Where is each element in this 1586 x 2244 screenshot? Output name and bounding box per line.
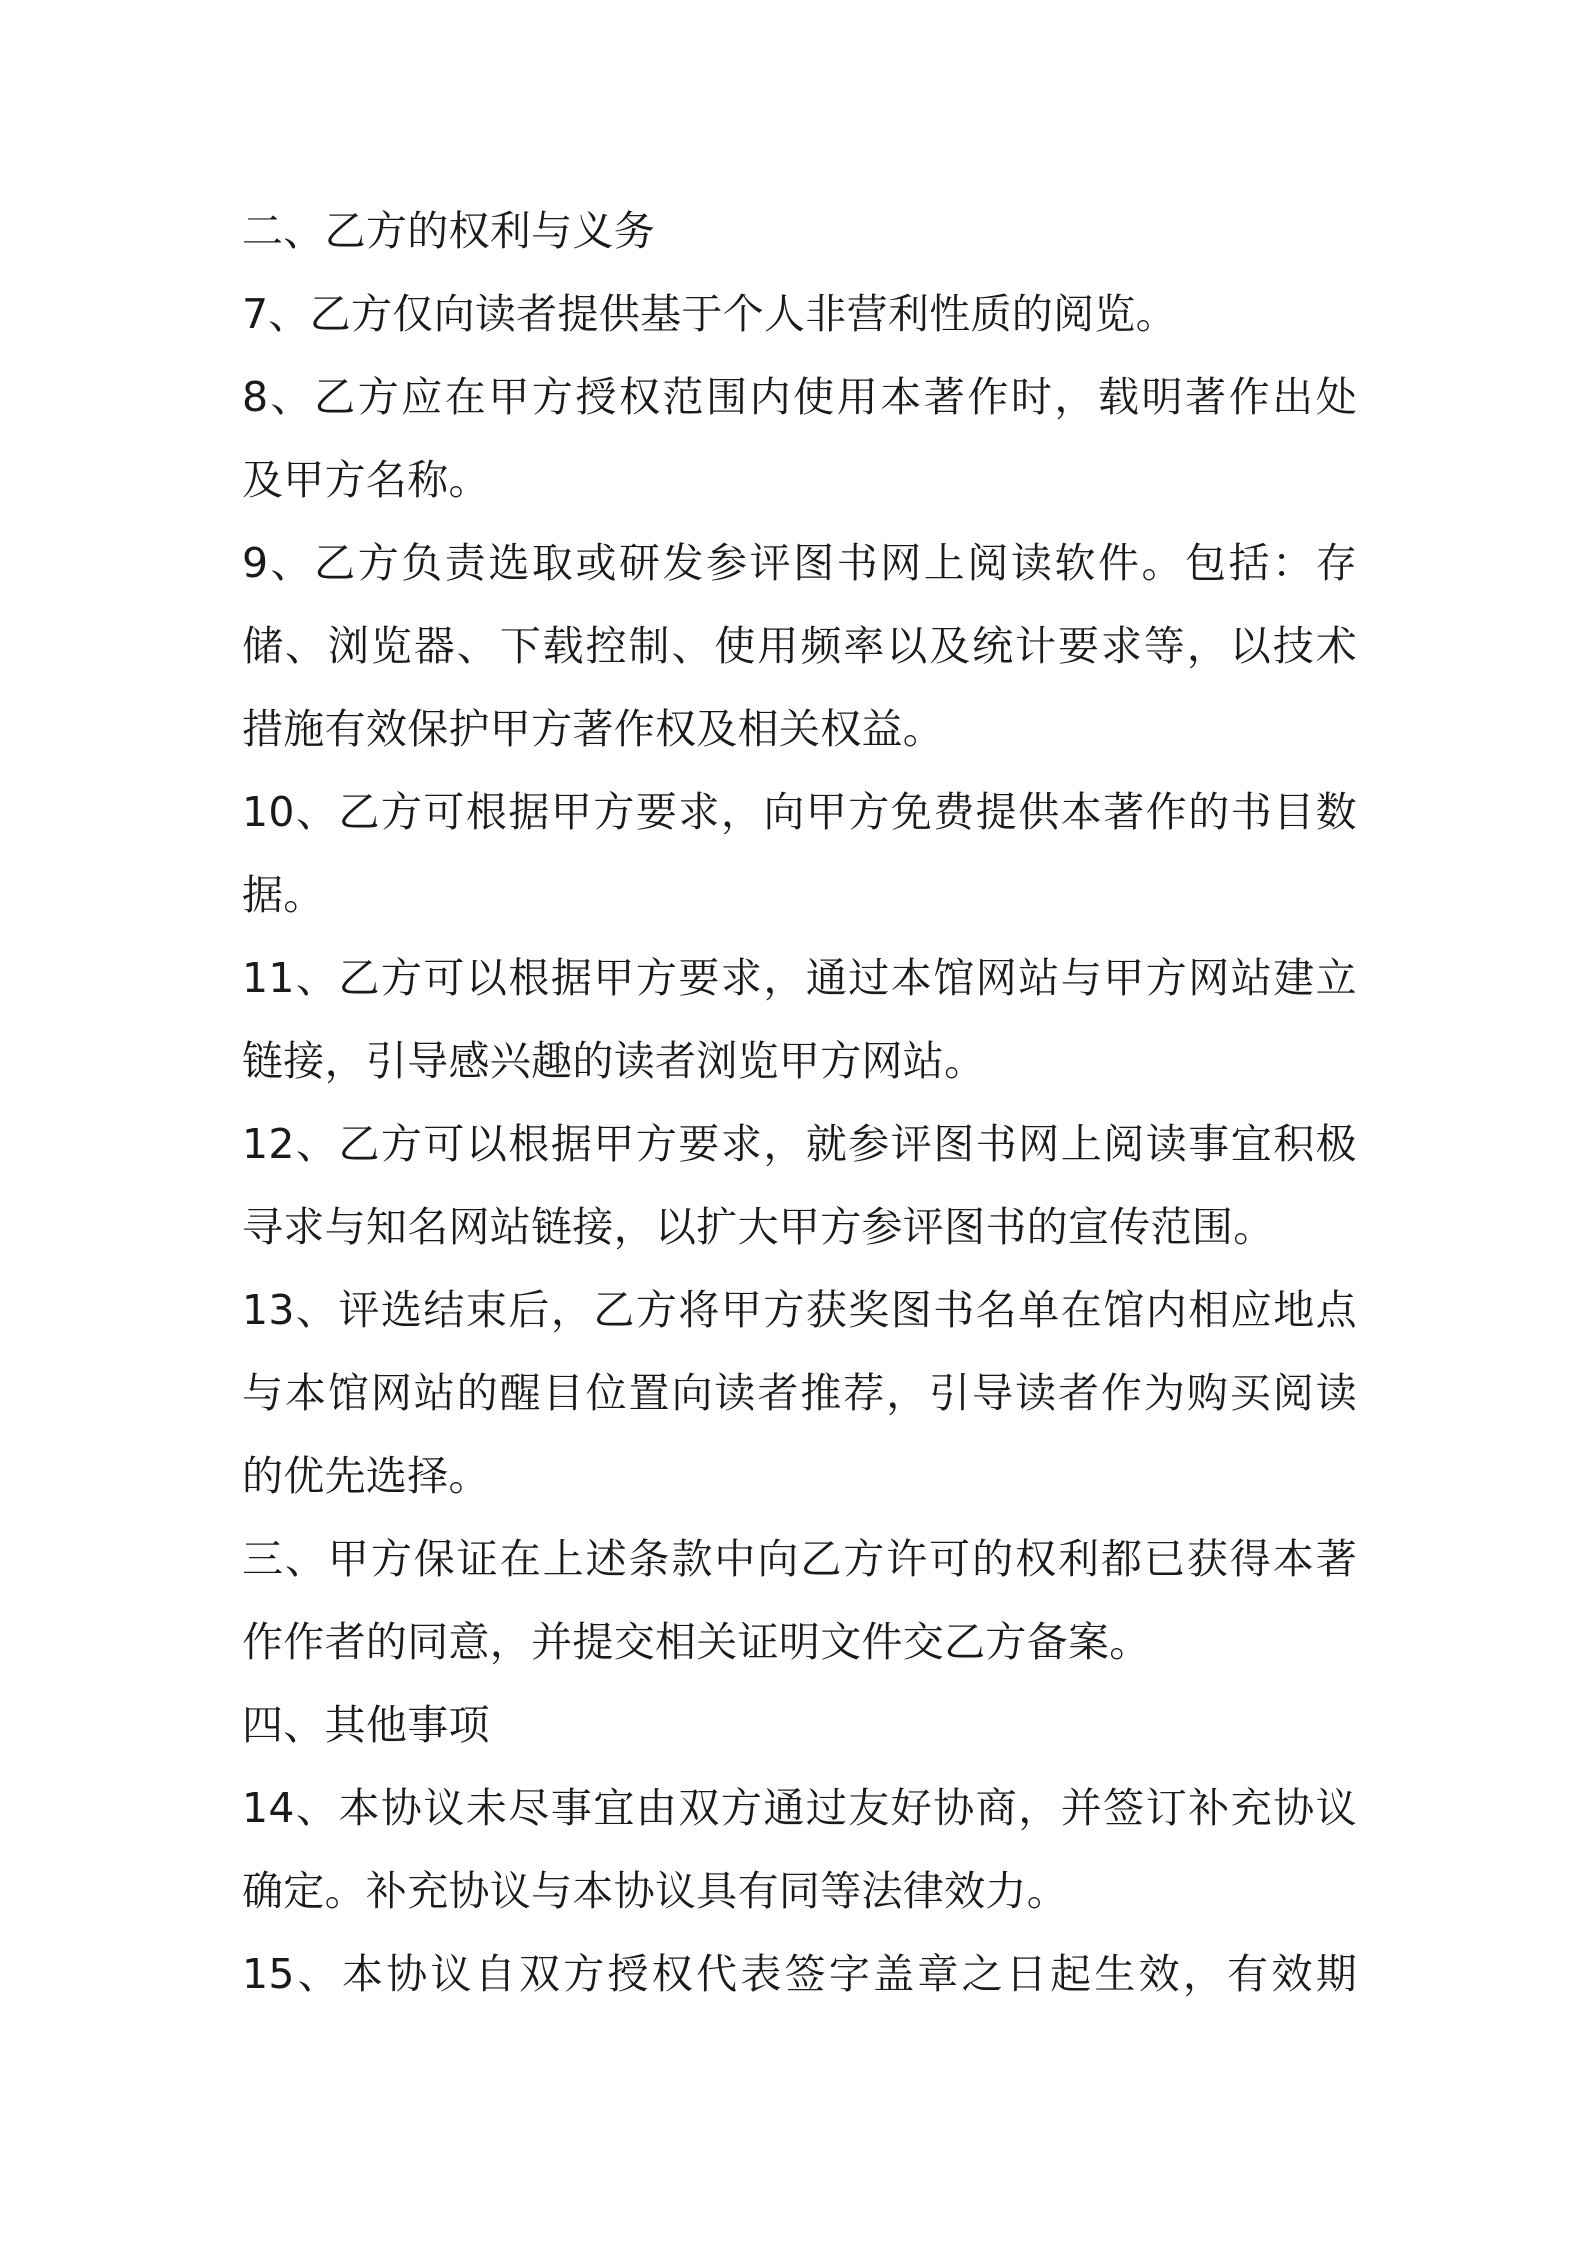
clause-12-line-1: 12、乙方可以根据甲方要求，就参评图书网上阅读事宜积极 xyxy=(242,1120,1357,1168)
clause-11-line-2: 链接，引导感兴趣的读者浏览甲方网站。 xyxy=(242,1037,986,1085)
clause-13-line-3: 的优先选择。 xyxy=(242,1452,490,1500)
clause-8-line-1: 8、乙方应在甲方授权范围内使用本著作时，载明著作出处 xyxy=(242,373,1357,421)
clause-8-line-2: 及甲方名称。 xyxy=(242,456,490,504)
section-3-line-2: 作作者的同意，并提交相关证明文件交乙方备案。 xyxy=(242,1618,1151,1666)
clause-9-line-3: 措施有效保护甲方著作权及相关权益。 xyxy=(242,705,945,753)
section-3-line-1: 三、甲方保证在上述条款中向乙方许可的权利都已获得本著 xyxy=(242,1535,1357,1583)
clause-12-line-2: 寻求与知名网站链接，以扩大甲方参评图书的宣传范围。 xyxy=(242,1203,1275,1251)
clause-10-line-1: 10、乙方可根据甲方要求，向甲方免费提供本著作的书目数 xyxy=(242,788,1357,836)
document-body xyxy=(242,190,1357,2016)
clause-13-line-1: 13、评选结束后，乙方将甲方获奖图书名单在馆内相应地点 xyxy=(242,1286,1357,1334)
clause-14-line-1: 14、本协议未尽事宜由双方通过友好协商，并签订补充协议 xyxy=(242,1784,1357,1832)
clause-15-line-1: 15、本协议自双方授权代表签字盖章之日起生效，有效期 xyxy=(242,1950,1357,1998)
clause-7-line-1: 7、乙方仅向读者提供基于个人非营利性质的阅览。 xyxy=(242,290,1177,338)
section-heading-other-matters: 四、其他事项 xyxy=(242,1701,490,1749)
clause-9-line-2: 储、浏览器、下载控制、使用频率以及统计要求等，以技术 xyxy=(242,622,1357,670)
clause-10-line-2: 据。 xyxy=(242,871,325,919)
clause-11-line-1: 11、乙方可以根据甲方要求，通过本馆网站与甲方网站建立 xyxy=(242,954,1357,1002)
clause-13-line-2: 与本馆网站的醒目位置向读者推荐，引导读者作为购买阅读 xyxy=(242,1369,1357,1417)
section-heading-rights-obligations: 二、乙方的权利与义务 xyxy=(242,207,655,255)
clause-14-line-2: 确定。补充协议与本协议具有同等法律效力。 xyxy=(242,1867,1068,1915)
clause-9-line-1: 9、乙方负责选取或研发参评图书网上阅读软件。包括：存 xyxy=(242,539,1357,587)
